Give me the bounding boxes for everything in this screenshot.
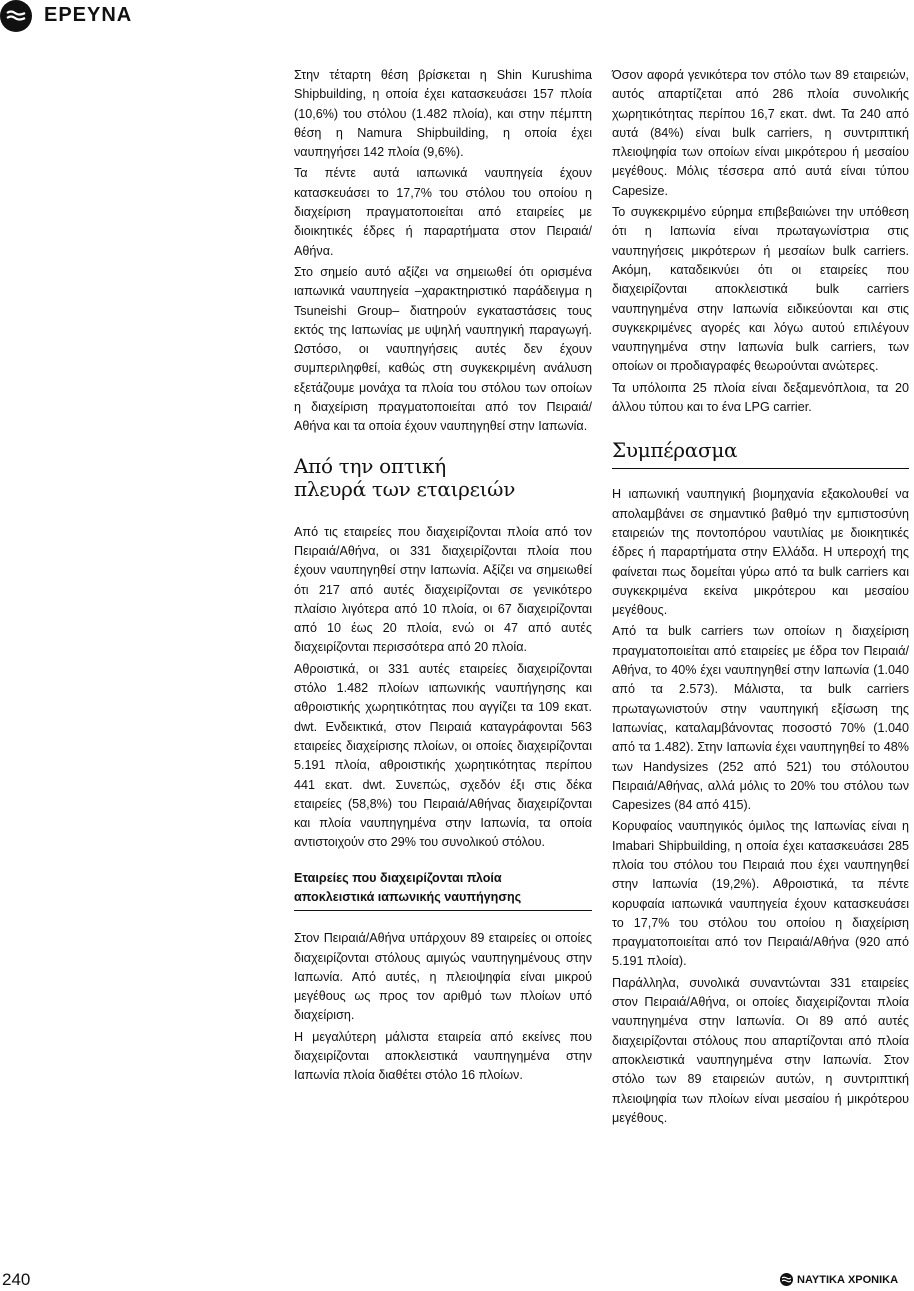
left-column — [294, 66, 592, 1088]
page-number: 240 — [2, 1270, 31, 1289]
paragraph: Στο σημείο αυτό αξίζει να σημειωθεί ότι ορισμένα ιαπωνικά ναυπηγεία –χαρακτηριστικό παράδειγμα η Tsuneishi Group– διατηρούν εγκαταστάσεις τους εκτός της Ιαπωνίας με υψηλή ναυπηγική παραγωγή. Ωστόσο, οι ναυπηγήσεις αυτές δεν έχουν συμπεριληφθεί, καθώς στη συγκεκριμένη ανάλυση εξετάζουμε μονάχα τα πλοία του στόλου των οποίων η διαχείριση πραγματοποιείται από τον Πειραιά/Αθήνα και τα οποία έχουν ναυπηγηθεί στην Ιαπωνία. — [294, 264, 592, 434]
wave-logo-icon — [0, 0, 32, 32]
heading-line: Από την οπτική — [294, 453, 446, 478]
right-column — [612, 66, 909, 1130]
paragraph: Κορυφαίος ναυπηγικός όμιλος της Ιαπωνίας είναι η Imabari Shipbuilding, η οποία έχει κατασκευάσει 285 πλοία του στόλου του Πειραιά που έχει ναυπηγηθεί στην Ιαπωνία (19,2%). Αθροιστικά, τα πέντε κορυφαία ιαπωνικά ναυπηγεία έχουν κατασκευάσει το 17,7% του στόλου του οποίου η διαχείριση πραγματοποιείται από τον Πειραιά/Αθήνα (920 από 5.191 πλοία). — [612, 819, 909, 969]
subheading — [294, 869, 592, 908]
section-heading — [294, 455, 592, 501]
paragraph: Από τις εταιρείες που διαχειρίζονται πλοία από τον Πειραιά/Αθήνα, οι 331 διαχειρίζονται πλοία που έχουν ναυπηγηθεί στην Ιαπωνία. Αξίζει να σημειωθεί ότι 217 από αυτές διαχειρίζονται σε γενικότερο πλαίσιο λιγότερα από 10 πλοία, οι 67 διαχειρίζονται από 10 έως 20 πλοία, ενώ οι 47 από αυτές διαχειρίζονται περισσότερα από 20 πλοία. — [294, 524, 592, 655]
brand — [780, 1272, 908, 1288]
paragraph: Τα υπόλοιπα 25 πλοία είναι δεξαμενόπλοια, τα 20 άλλου τύπου και το ένα LPG carrier. — [612, 380, 909, 415]
brand-name: ΝΑΥΤΙΚΑ ΧΡΟΝΙΚΑ — [797, 1274, 899, 1286]
paragraph: Η ιαπωνική ναυπηγική βιομηχανία εξακολουθεί να απολαμβάνει σε σημαντικό βαθμό την εμπιστοσύνη εταιρειών της ποντοπόρου ναυτιλίας με διοικητικές έδρες ή παραρτήματα στην Ελλάδα. Η υπεροχή της φαίνεται πως δομείται γύρω από τα bulk carriers και συγκεκριμένα εκείνα μικρότερου και μεσαίου μεγέθους. — [612, 487, 909, 618]
heading-line: πλευρά των εταιρειών — [294, 476, 516, 501]
paragraph: Παράλληλα, συνολικά συναντώνται 331 εταιρείες στον Πειραιά/Αθήνα, οι οποίες διαχειρίζονται πλοία ναυπηγημένα στην Ιαπωνία. Οι 89 από αυτές διαχειρίζονται στόλους που απαρτίζονται από πλοία αποκλειστικά ναυπηγημένα στην Ιαπωνία. Στον στόλο των 89 εταιρειών αυτών, η συντριπτική πλειοψηφία των πλοίων είναι μεσαίου ή μικρότερου μεγέθους. — [612, 975, 909, 1125]
heading-line: Εταιρείες που διαχειρίζονται πλοία — [294, 870, 502, 885]
page-footer — [0, 1268, 914, 1290]
section-label: ΕΡΕΥΝΑ — [44, 4, 133, 26]
heading-line: αποκλειστικά ιαπωνικής ναυπήγησης — [294, 889, 522, 904]
paragraph: Το συγκεκριμένο εύρημα επιβεβαιώνει την υπόθεση ότι η Ιαπωνία είναι πρωταγωνίστρια στις ναυπηγήσεις μικρότερων ή μεσαίων bulk carriers. Ακόμη, καταδεικνύει ότι οι εταιρείες που διαχειρίζονται αποκλειστικά bulk carriers ναυπηγημένα στην Ιαπωνία ειδικεύονται και στις συγκεκριμένες αγορές και λόγω αυτού επιλέγουν ναυπηγημένα στην Ιαπωνία bulk carriers, των οποίων οι προδιαγραφές θεωρούνται ανώτερες. — [612, 205, 909, 374]
paragraph: Στον Πειραιά/Αθήνα υπάρχουν 89 εταιρείες οι οποίες διαχειρίζονται στόλους αμιγώς ναυπηγημένους στην Ιαπωνία. Από αυτές, η πλειοψηφία είναι μικρού μεγέθους ως προς τον αριθμό των πλοίων υπό διαχείριση. — [294, 931, 592, 1023]
paragraph: Αθροιστικά, οι 331 αυτές εταιρείες διαχειρίζονται στόλο 1.482 πλοίων ιαπωνικής ναυπήγησης και αθροιστικής χωρητικότητας που αγγίζει τα 109 εκατ. dwt. Ενδεικτικά, στον Πειραιά καταγράφονται 563 εταιρείες διαχείρισης πλοίων, οι οποίες διαχειρίζονται 5.191 πλοία, αθροιστικής χωρητικότητας περίπου 441 εκατ. dwt. Συνεπώς, σχεδόν έξι στις δέκα εταιρείες (58,8%) του Πειραιά/Αθήνας διαχειρίζονται και πλοία ναυπηγημένα στην Ιαπωνία, τα οποία αντιστοιχούν στο 29% του συνολικού στόλου. — [294, 661, 592, 850]
paragraph: Από τα bulk carriers των οποίων η διαχείριση πραγματοποιείται από εταιρείες με έδρα τον Πειραιά/Αθήνα, το 40% έχει ναυπηγηθεί στην Ιαπωνία (1.040 από τα 2.573). Μάλιστα, τα bulk carriers πρωταγωνιστούν στην ναυπηγική εξίσωση της Ιαπωνίας, καταλαμβάνοντας ποσοστό 70% (1.040 από τα 1.482). Στην Ιαπωνία έχει ναυπηγηθεί το 48% των Handysizes (252 από 521) του στόλουτου Πειραιά/Αθήνας, αλλά μόλις το 20% του στόλου των Capesizes (84 από 415). — [612, 624, 909, 813]
section-heading: Συμπέρασμα — [612, 438, 738, 463]
page-header — [0, 0, 914, 32]
paragraph: Τα πέντε αυτά ιαπωνικά ναυπηγεία έχουν κατασκευάσει το 17,7% του στόλου του οποίου η διαχείριση πραγματοποιείται από εταιρείες με διοικητικές έδρες ή παραρτήματα στον Πειραιά/Αθήνα. — [294, 166, 592, 258]
paragraph: Η μεγαλύτερη μάλιστα εταιρεία από εκείνες που διαχειρίζονται αποκλειστικά ναυπηγημένα στην Ιαπωνία πλοία διαθέτει στόλο 16 πλοίων. — [294, 1029, 592, 1083]
paragraph: Όσον αφορά γενικότερα τον στόλο των 89 εταιρειών, αυτός απαρτίζεται από 286 πλοία συνολικής χωρητικότητας περίπου 16,7 εκατ. dwt. Τα 240 από αυτά (84%) είναι bulk carriers, η συντριπτική πλειοψηφία των οποίων είναι μικρότερου ή μεσαίου μεγέθους. Μόλις τέσσερα από αυτά είναι τύπου Capesize. — [612, 68, 909, 198]
paragraph: Στην τέταρτη θέση βρίσκεται η Shin Kurushima Shipbuilding, η οποία έχει κατασκευάσει 157 πλοία (10,6%) του στόλου (1.482 πλοία), και στην πέμπτη θέση η Namura Shipbuilding, η οποία έχει ναυπηγήσει 142 πλοία (9,6%). — [294, 68, 592, 160]
wave-logo-icon — [780, 1273, 793, 1286]
